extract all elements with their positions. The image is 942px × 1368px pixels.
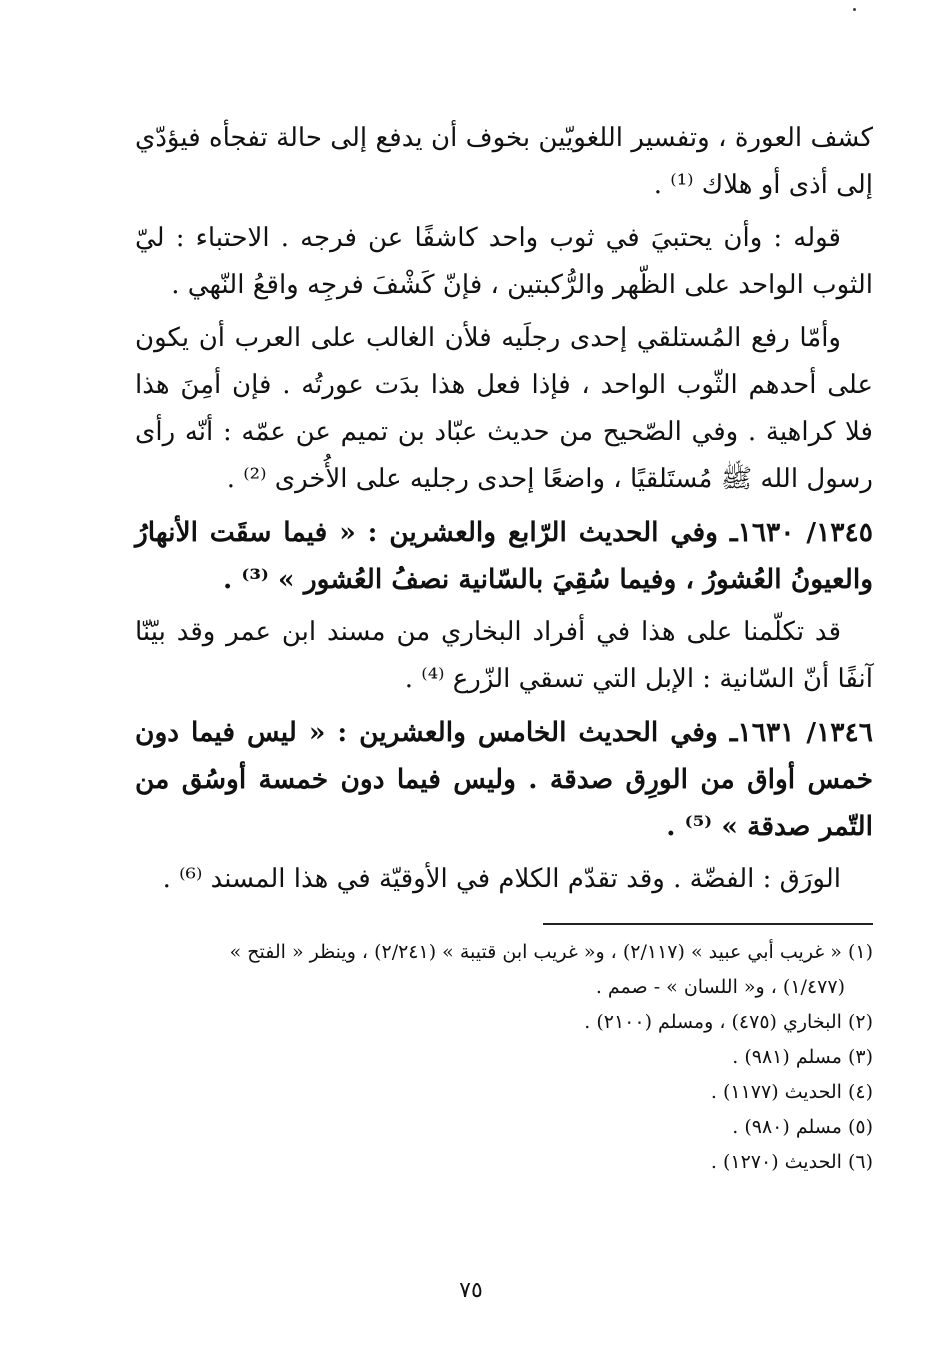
footnote: (٤) الحديث (١١٧٧) .	[710, 1081, 873, 1103]
paragraph: الورَق : الفضّة . وقد تقدّم الكلام في الأوقيّة في هذا المسند ⁽⁶⁾ .	[162, 864, 841, 894]
footnote: (١/٤٧٧) ، و« اللسان » - صمم .	[595, 976, 845, 998]
paragraph: كشف العورة ، وتفسير اللغويّين بخوف أن يدفع إلى حالة تفجأه فيؤدّي إلى أذى أو هلاك ⁽¹⁾ .	[135, 123, 873, 200]
scan-mark	[853, 8, 856, 11]
book-page	[135, 115, 873, 1350]
footnote: (٣) مسلم (٩٨١) .	[732, 1046, 873, 1068]
footnote-separator	[543, 923, 873, 925]
footnote: (٦) الحديث (١٢٧٠) .	[710, 1151, 873, 1173]
footnote: (٢) البخاري (٤٧٥) ، ومسلم (٢١٠٠) .	[584, 1011, 873, 1033]
paragraph: وأمّا رفع المُستلقي إحدى رجلَيه فلأن الغالب على العرب أن يكون على أحدهم الثّوب الواحد ، فإذا فعل هذا بدَت عورتُه . فإن أمِنَ هذا فلا كراهية . وفي الصّحيح من حديث عبّاد بن تميم عن عمّه : أنّه رأى رسول الله ﷺ مُستَلقيًا ، واضعًا إحدى رجليه على الأُخرى ⁽²⁾ .	[135, 323, 873, 494]
page-number: ٧٥	[459, 1278, 483, 1303]
footnote: (٥) مسلم (٩٨٠) .	[732, 1116, 873, 1138]
hadith-heading: ١٣٤٥/ ١٦٣٠ـ وفي الحديث الرّابع والعشرين : « فيما سقَت الأنهارُ والعيونُ العُشورُ ، وفيما سُقِيَ بالسّانية نصفُ العُشور » ⁽³⁾ .	[135, 517, 874, 595]
footnote: (١) « غريب أبي عبيد » (٢/١١٧) ، و« غريب ابن قتيبة » (٢/٢٤١) ، وينظر « الفتح »	[229, 941, 873, 963]
footnotes	[135, 935, 873, 1180]
paragraph: قد تكلّمنا على هذا في أفراد البخاري من مسند ابن عمر وقد بيّنّا آنفًا أنّ السّانية : الإبل التي تسقي الزّرع ⁽⁴⁾ .	[135, 617, 873, 694]
paragraph: قوله : وأن يحتبيَ في ثوب واحد كاشفًا عن فرجه . الاحتباء : ليّ الثوب الواحد على الظّهر والرُّكبتين ، فإنّ كَشْفَ فرجِه واقعُ النّهي .	[135, 223, 873, 300]
hadith-heading: ١٣٤٦/ ١٦٣١ـ وفي الحديث الخامس والعشرين : « ليس فيما دون خمس أواق من الورِق صدقة . وليس فيما دون خمسة أوسُق من التّمر صدقة » ⁽⁵⁾ .	[135, 717, 873, 842]
main-text	[135, 115, 873, 903]
